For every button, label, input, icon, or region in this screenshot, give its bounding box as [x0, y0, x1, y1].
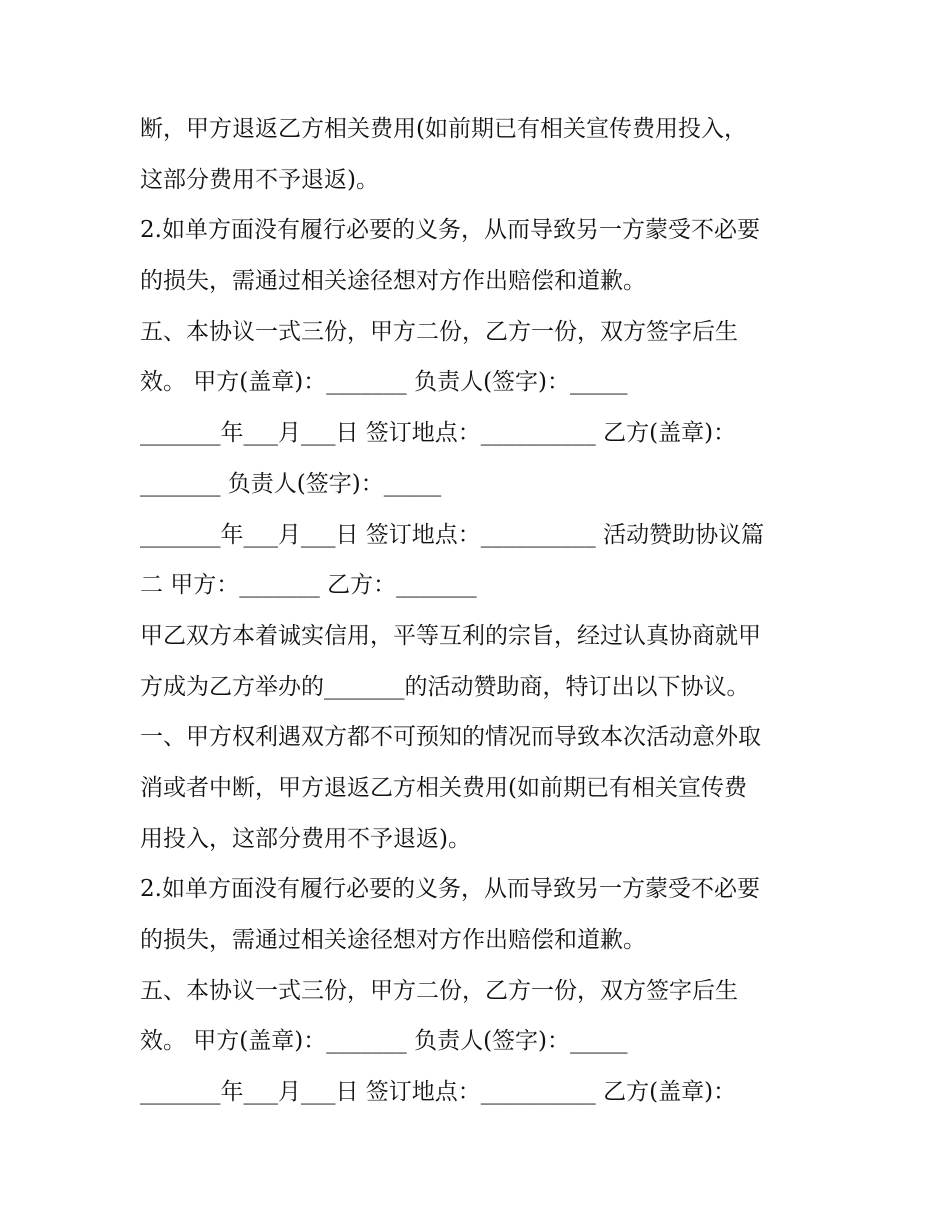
text-line: _______年___月___日 签订地点：__________ 乙方(盖章)： — [140, 420, 737, 447]
text-line: 这部分费用不予退返)。 — [140, 166, 379, 193]
text-line: 二 甲方：_______ 乙方：_______ — [140, 572, 477, 599]
text-line: 2.如单方面没有履行必要的义务，从而导致另一方蒙受不必要 — [140, 217, 760, 244]
text-line: _______年___月___日 签订地点：__________ 乙方(盖章)： — [140, 1079, 737, 1106]
text-line: 效。 甲方(盖章)：_______ 负责人(签字)：_____ — [140, 369, 628, 396]
text-line: 五、本协议一式三份，甲方二份，乙方一份，双方签字后生 — [140, 318, 738, 345]
text-line: 五、本协议一式三份，甲方二份，乙方一份，双方签字后生 — [140, 977, 738, 1004]
text-line: 一、甲方权利遇双方都不可预知的情况而导致本次活动意外取 — [140, 724, 761, 751]
text-line: 断，甲方退返乙方相关费用(如前期已有相关宣传费用投入， — [140, 116, 747, 142]
text-line: 甲乙双方本着诚实信用，平等互利的宗旨，经过认真协商就甲 — [140, 622, 761, 649]
text-line: 的损失，需通过相关途径想对方作出赔偿和道歉。 — [140, 268, 646, 295]
text-line: 方成为乙方举办的_______的活动赞助商，特订出以下协议。 — [140, 673, 750, 700]
text-line: _______年___月___日 签订地点：__________ 活动赞助协议篇 — [140, 521, 765, 548]
text-line: 2.如单方面没有履行必要的义务，从而导致另一方蒙受不必要 — [140, 876, 760, 903]
text-line: 效。 甲方(盖章)：_______ 负责人(签字)：_____ — [140, 1028, 628, 1055]
text-line: 消或者中断，甲方退返乙方相关费用(如前期已有相关宣传费 — [140, 774, 747, 801]
text-line: 用投入，这部分费用不予退返)。 — [140, 825, 471, 852]
text-line: _______ 负责人(签字)：_____ — [140, 470, 442, 497]
text-line: 的损失，需通过相关途径想对方作出赔偿和道歉。 — [140, 927, 646, 953]
document-body — [140, 104, 830, 1118]
